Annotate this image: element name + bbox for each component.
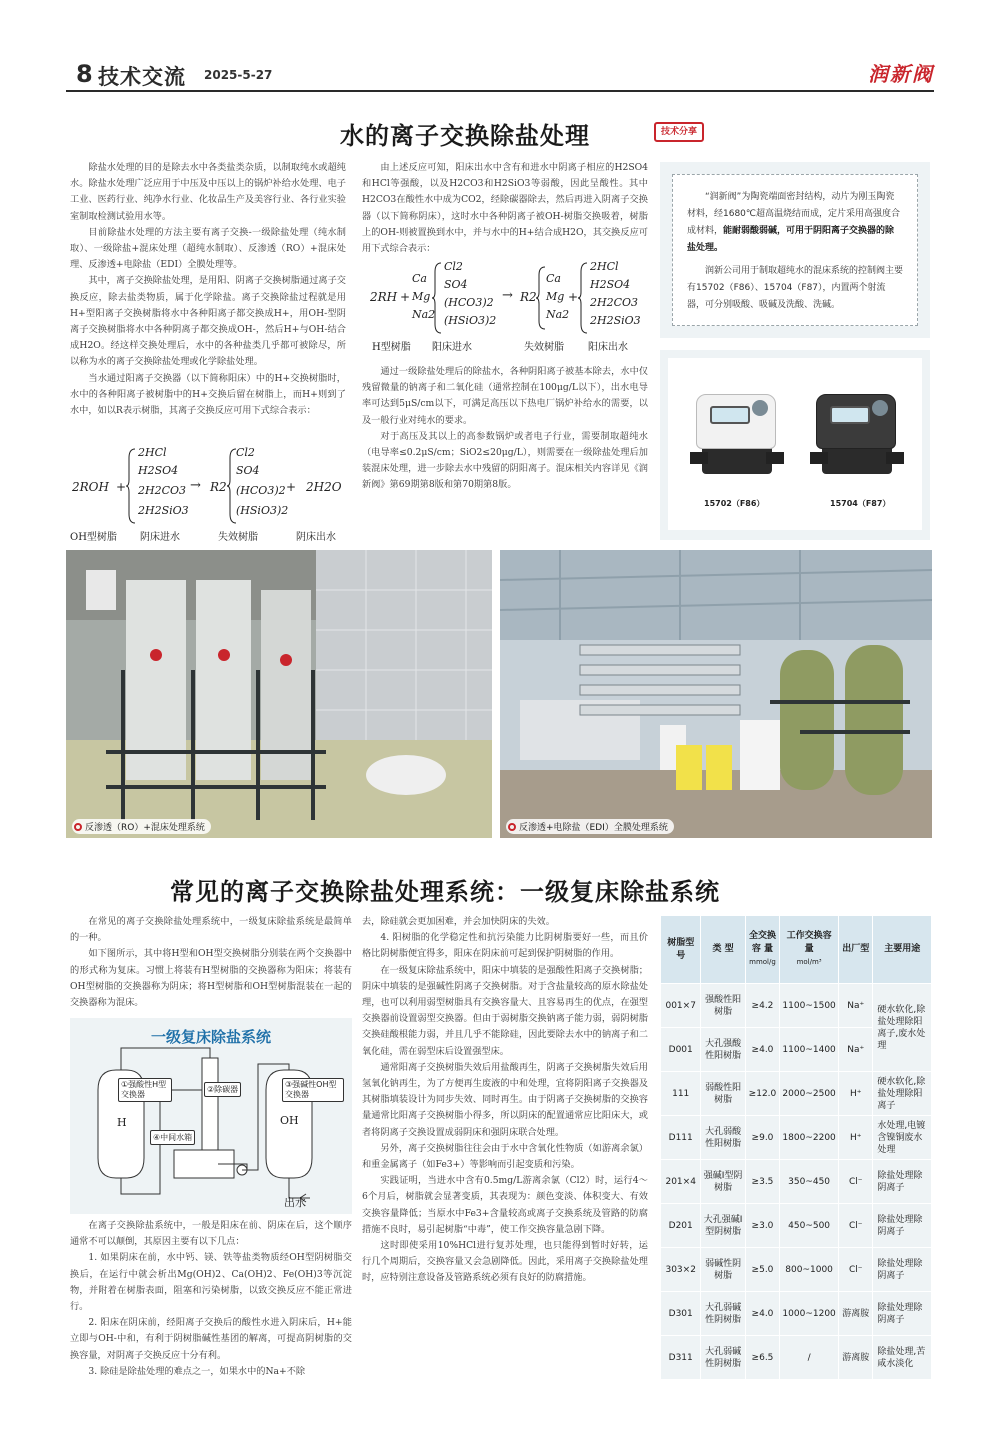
anion-exchange-formula	[70, 446, 346, 546]
product-note	[672, 174, 918, 326]
paragraph: 在离子交换除盐系统中，一般是阳床在前、阴床在后，这个顺序通常不可以颠倒，其原因主要有以下几点：	[70, 1220, 352, 1248]
formula-label: 阳床出水	[588, 342, 628, 353]
product: (HSiO3)2	[236, 504, 289, 517]
cation: Ca	[546, 272, 561, 285]
formula-lhs: 2RH	[370, 290, 398, 304]
plus-sign: +	[286, 480, 297, 494]
merged-use-cell: 硬水软化,除盐处理除阳离子,废水处理	[873, 984, 932, 1072]
paragraph: 如下图所示，其中将H型和OH型交换树脂分别装在两个交换器中的形式称为复床。习惯上将装有H型树脂的交换器称为阳床；将装有OH型树脂的交换器称为阴床；将H型树脂和OH型树脂混装在一起的交换器称为混床。	[70, 948, 352, 1009]
reactant: 2H2SiO3	[138, 504, 189, 517]
paragraph: 去，除硅就会更加困难，并会加快阴床的失效。	[362, 916, 555, 927]
cation: Mg	[546, 290, 565, 303]
table-row: D301 大孔弱碱性阴树脂 ≥4.0 1000~1200 游离胺 除盐处理除阴离子	[661, 1292, 932, 1336]
formula-label: H型树脂	[372, 342, 411, 353]
acid: H2SO4	[590, 278, 631, 291]
arrow-icon: →	[190, 478, 201, 493]
header-rule	[66, 90, 934, 92]
cation-exchange-formula	[366, 260, 652, 360]
cation: Mg	[412, 290, 431, 303]
column-header: 工作交换容 量 mol/m³	[780, 916, 839, 984]
note-text: 润新公司用于制取超纯水的混床系统的控制阀主要有15702（F86）、15704（F87），内置两个射流器，可分别吸酸、吸碱及洗酸、洗碱。	[687, 266, 904, 310]
valve-15704-image	[806, 374, 906, 484]
unit-label: mol/m³	[796, 958, 822, 966]
note-highlight: 能耐弱酸弱碱，可用于阴阳离子交换器的除盐处理。	[687, 226, 895, 253]
brace-icon	[126, 448, 136, 524]
article2-column1-bottom	[70, 1218, 352, 1380]
table-row: D001 大孔强酸性阳树脂 ≥4.0 1100~1400 Na⁺	[661, 1028, 932, 1072]
table-row: D111 大孔弱酸性阳树脂 ≥9.0 1800~2200 H⁺ 水处理,电镀含镍铜废水处理	[661, 1116, 932, 1160]
brand-logo: 润新阀	[868, 62, 934, 86]
paragraph: 在常见的离子交换除盐处理系统中，一级复床除盐系统是最简单的一种。	[70, 916, 352, 944]
cation: Na2	[546, 308, 570, 321]
arrow-icon: →	[502, 288, 513, 303]
plus-sign: +	[568, 290, 579, 304]
paragraph: 在一级复床除盐系统中，阳床中填装的是强酸性阳离子交换树脂；阴床中填装的是强碱性阴离子交换树脂。对于含盐量较高的原水除盐处理，也可以利用弱型树脂具有交换容量大、且容易再生的优点，在强型交换器前设置弱型交换器。但由于弱树脂交换钠离子能力弱，弱阴树脂交换硅酸根能力弱，并且几乎不能除硅，因此要除去水中的钠离子和二氧化硅，需在弱型床后设置强型床。	[362, 964, 648, 1057]
brace-icon	[578, 262, 588, 334]
acid: 2HCl	[590, 260, 619, 273]
cation: Na2	[412, 308, 436, 321]
decarbonator-label: ②除碳器	[204, 1082, 241, 1097]
article1-column2-top	[362, 160, 648, 257]
anion-bed-letter: OH	[280, 1114, 299, 1127]
table-row: 201×4 强碱Ⅰ型阴树脂 ≥3.5 350~450 Cl⁻ 除盐处理除阴离子	[661, 1160, 932, 1204]
brace-icon	[432, 262, 442, 334]
paragraph: 当水通过阳离子交换器（以下简称阳床）中的H+交换树脂时，水中的各种阳离子被树脂中的H+交换后留在树脂上，而H+则到了水中，如以R表示树脂，其离子交换反应可用下式综合表示：	[70, 372, 346, 417]
page-number: 8	[76, 60, 93, 88]
ro-equipment-image	[66, 550, 492, 838]
paragraph: 3. 除硅是除盐处理的难点之一，如果水中的Na+不除	[88, 1365, 306, 1377]
article2-column2	[362, 914, 648, 1287]
column-header: 全交换容 量 mmol/g	[745, 916, 779, 984]
paragraph: 4. 阳树脂的化学稳定性和抗污染能力比阴树脂要好一些，而且价格比阴树脂便宜得多，阳床在阴床前可起到保护阴树脂的作用。	[362, 932, 648, 960]
anion: SO4	[444, 278, 468, 291]
article1-column1	[70, 160, 346, 419]
section-name: 技术交流	[98, 65, 186, 89]
paragraph: 通常阳离子交换树脂失效后用盐酸再生，阴离子交换树脂失效后用氢氧化钠再生，为了方便再生废液的中和处理，宜将阴阳离子交换器及其树脂填装设计为同步失效、同时再生。由于阴离子交换树脂的交换容量通常比阳离子交换树脂小得多，所以阴床的配置通常应比阳床大，或者将阴离子交换设置成弱阴床和强阴床联合处理。	[362, 1061, 648, 1138]
table-row: 303×2 弱碱性阴树脂 ≥5.0 800~1000 Cl⁻ 除盐处理除阴离子	[661, 1248, 932, 1292]
cation-exchanger-label: ①强酸性H型交换器	[118, 1078, 172, 1102]
plus-sign: +	[400, 290, 411, 304]
column-header: 出厂型	[839, 916, 873, 984]
column-header: 树脂型号	[661, 916, 701, 984]
formula-label: 阳床进水	[432, 342, 472, 353]
ro-mixed-bed-photo	[66, 550, 492, 838]
acid: 2H2SiO3	[590, 314, 641, 327]
paragraph: 其中，离子交换除盐处理，是用阳、阴离子交换树脂通过离子交换反应，除去盐类物质，属于化学除盐。离子交换除盐过程就是用H+型阳离子交换树脂将水中各种阳离子都交换成H+，用OH-型阴离子交换树脂将水中各种阴离子都交换成OH-，然后H+与OH-结合成H2O。经这样交换处理后，水中的各种盐类几乎都可被除尽，所以称为水的离子交换除盐处理或化学除盐处理。	[70, 275, 346, 368]
acid: 2H2CO3	[590, 296, 639, 309]
edi-equipment-image	[500, 550, 932, 838]
paragraph: 这时即使采用10%HCl进行复苏处理，也只能得到暂时好转，运行几个周期后，交换容量又会急剧降低。因此，采用离子交换除盐处理时，应特别注意设备及管路系统必须有良好的防腐措施。	[362, 1240, 648, 1284]
reactant: 2HCl	[138, 446, 167, 459]
paragraph: 1. 如果阴床在前，水中钙、镁、铁等盐类物质经OH型阴树脂交换后，在运行中就会析出Mg(OH)2、Ca(OH)2、Fe(OH)3等沉淀物，并附着在树脂表面，阻塞和污染树脂，以致交换反应不能正常进行。	[70, 1252, 352, 1313]
formula-lhs: 2ROH	[72, 480, 109, 494]
article2-column1-top	[70, 914, 352, 1011]
article2-title: 常见的离子交换除盐处理系统：一级复床除盐系统	[170, 878, 720, 906]
anion-exchanger-label: ③强碱性OH型交换器	[282, 1078, 344, 1102]
outlet-label: 出水	[284, 1196, 306, 1209]
product: SO4	[236, 464, 260, 477]
product: (HCO3)2	[236, 484, 286, 497]
formula-label: 阴床出水	[296, 532, 336, 543]
product: Cl2	[236, 446, 255, 459]
tech-share-tag: 技术分享	[654, 122, 704, 142]
paragraph: 通过一级除盐处理后的除盐水，各种阴阳离子被基本除去，水中仅残留微量的钠离子和二氧化硅（通常控制在100μg/L以下），出水电导率可达到5μS/cm以下，可满足高压以下热电厂锅炉补给水的需要，以及一般行业对纯水的要求。	[362, 366, 648, 426]
table-row: 001×7 强酸性阳树脂 ≥4.2 1100~1500 Na⁺ 硬水软化,除盐处理除阳离子,废水处理	[661, 984, 932, 1028]
paragraph: 2. 阳床在阴床前，经阳离子交换后的酸性水进入阴床后，H+能立即与OH-中和，有利于阴树脂碱性基团的解离，可提高阴树脂的交换容量，对阴离子交换反应十分有利。	[70, 1317, 352, 1361]
formula-resin: R2	[210, 480, 227, 494]
paragraph: 实践证明，当进水中含有0.5mg/L游离余氯（Cl2）时，运行4～6个月后，树脂就会显著变质，其表现为：颜色变淡、体积变大、有效交换容量降低；当原水中Fe3+含量较高或离子交换系统及管路的防腐措施不良时，易引起树脂“中毒”，使工作交换容量急剧下降。	[362, 1175, 648, 1235]
photo-caption: 反渗透（RO）+混床处理系统	[72, 819, 211, 834]
dual-bed-system-diagram	[70, 1018, 352, 1214]
anion: Cl2	[444, 260, 463, 273]
formula-label: OH型树脂	[70, 532, 117, 543]
diagram-title: 一级复床除盐系统	[150, 1028, 271, 1046]
process-flow-graphic	[70, 1018, 352, 1214]
bullet-icon	[508, 823, 516, 831]
intermediate-tank-label: ④中间水箱	[150, 1130, 195, 1145]
formula-label: 失效树脂	[524, 342, 564, 353]
table-row: D311 大孔弱碱性阴树脂 ≥6.5 / 游离胺 除盐处理,苦咸水淡化	[661, 1336, 932, 1380]
issue-date: 2025-5-27	[204, 68, 273, 82]
paragraph: 另外，离子交换树脂往往会由于水中含氧化性物质（如游离余氯）和重金属离子（如Fe3+）等影响而引起变质和污染。	[362, 1142, 648, 1171]
anion: (HSiO3)2	[444, 314, 497, 327]
note-text: “润新阀”为陶瓷端面密封结构，动片为刚玉陶瓷材料，经1680℃超高温烧结而成，定片采用高强度合成材料，	[687, 192, 901, 236]
reactant: H2SO4	[138, 464, 179, 477]
ro-edi-photo	[500, 550, 932, 838]
product-caption: 15704（F87）	[830, 499, 891, 508]
unit-label: mmol/g	[749, 958, 776, 966]
product-note-box	[660, 162, 930, 338]
table-row: 111 弱酸性阳树脂 ≥12.0 2000~2500 H⁺ 硬水软化,除盐处理除阳离子	[661, 1072, 932, 1116]
product-caption: 15702（F86）	[704, 499, 765, 508]
column-header: 主要用途	[873, 916, 932, 984]
cation: Ca	[412, 272, 427, 285]
table-row: D201 大孔强碱Ⅰ型阴树脂 ≥3.0 450~500 Cl⁻ 除盐处理除阴离子	[661, 1204, 932, 1248]
resin-spec-table	[660, 915, 932, 1380]
plus-sign: +	[116, 480, 127, 494]
brace-icon	[536, 266, 546, 330]
anion: (HCO3)2	[444, 296, 494, 309]
photo-caption: 反渗透+电除盐（EDI）全膜处理系统	[506, 819, 674, 834]
formula-resin: R2	[520, 290, 537, 304]
reactant: 2H2CO3	[138, 484, 187, 497]
paragraph: 由上述反应可知，阳床出水中含有和进水中阴离子相应的H2SO4和HCl等强酸，以及H2CO3和H2SiO3等弱酸，因此呈酸性。其中H2CO3在酸性水中成为CO2，经除碳器除去，然后再进入阴离子交换器（以下简称阴床），这时水中各种阴离子被OH-树脂交换吸着，树脂上的OH-则被置换到水中，并与水中的H+结合成H2O，其交换反应可用下式综合表示：	[362, 162, 648, 255]
valve-15702-image	[686, 374, 786, 484]
formula-label: 失效树脂	[218, 532, 258, 543]
cation-bed-letter: H	[117, 1116, 127, 1129]
paragraph: 目前除盐水处理的方法主要有离子交换-一级除盐处理（纯水制取）、一级除盐+混床处理（超纯水制取）、反渗透（RO）+混床处理、反渗透+电除盐（EDI）全膜处理等。	[70, 226, 346, 271]
article1-column2-bottom	[362, 364, 648, 494]
column-header: 类 型	[701, 916, 745, 984]
article1-title: 水的离子交换除盐处理	[340, 122, 590, 150]
masthead	[66, 60, 934, 92]
bullet-icon	[74, 823, 82, 831]
product-photo-box	[660, 350, 930, 540]
product-photo	[668, 358, 922, 530]
paragraph: 除盐水处理的目的是除去水中各类盐类杂质，以制取纯水或超纯水。除盐水处理广泛应用于中压及中压以上的锅炉补给水处理、电子工业、医药行业、纯净水行业、化妆品生产及美容行业、各行业实验室制取检测试验用水等。	[70, 162, 346, 222]
paragraph: 对于高压及其以上的高参数锅炉或者电子行业，需要制取超纯水（电导率≤0.2μS/cm；SiO2≤20μg/L），则需要在一级除盐处理后加装混床处理，进一步除去水中残留的阴阳离子。混床相关内容详见《润新阀》第69期第8版和第70期第8版。	[362, 430, 648, 491]
formula-label: 阴床进水	[140, 532, 180, 543]
formula-water: 2H2O	[306, 480, 342, 494]
